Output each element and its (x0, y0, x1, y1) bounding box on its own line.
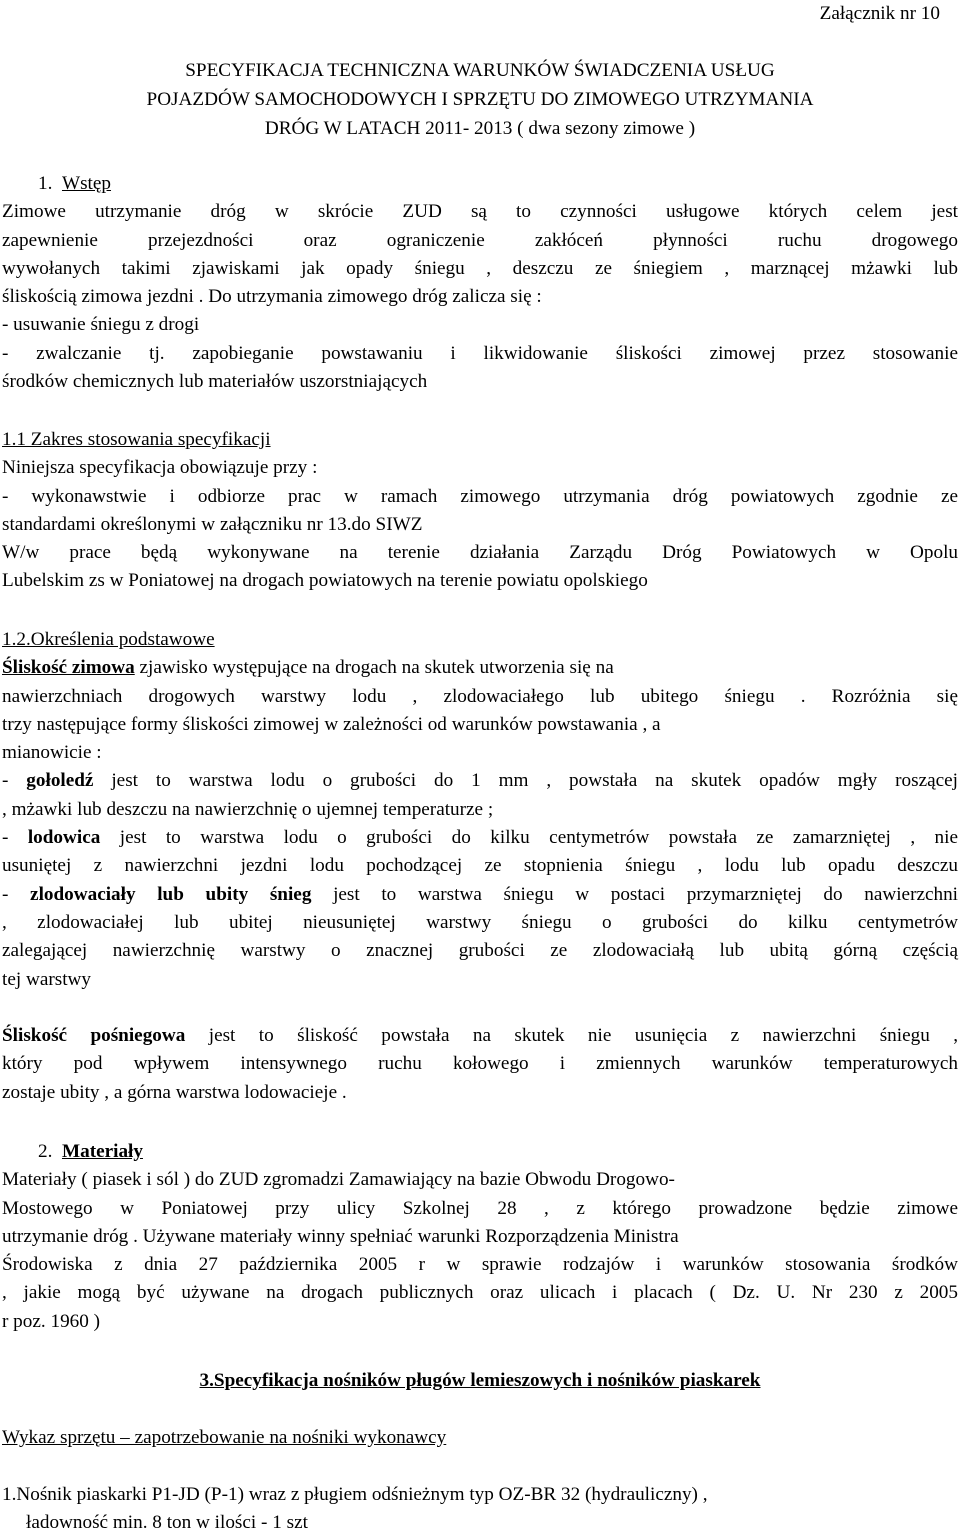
definition-text: jest to warstwa lodu o grubości do 1 mm , powstała na skutek opadów mgły roszącej (93, 770, 958, 792)
definition-line: - gołoledź jest to warstwa lodu o grubości do 1 mm , powstała na skutek opadów mgły roszącej (2, 770, 958, 792)
definition-text: jest to śliskość powstała na skutek nie usunięcia z nawierzchni śniegu , (185, 1025, 959, 1046)
title-line: SPECYFIKACJA TECHNICZNA WARUNKÓW ŚWIADCZENIA USŁUG (185, 60, 775, 81)
paragraph-line: Lubelskim zs w Poniatowej na drogach powiatowych na terenie powiatu opolskiego (2, 570, 648, 592)
paragraph-line: wywołanych takimi zjawiskami jak opady śniegu , deszczu ze śniegiem , marznącej mżawki lub (2, 257, 958, 279)
paragraph-line: standardami określonymi w załączniku nr 13.do SIWZ (2, 513, 423, 535)
paragraph-line: trzy następujące formy śliskości zimowej w zależności od warunków powstawania , a (2, 713, 661, 735)
paragraph-line: Zimowe utrzymanie dróg w skrócie ZUD są to czynności usługowe których celem jest (2, 201, 958, 223)
definition-text: zjawisko występujące na drogach na skutek utworzenia się na (134, 657, 614, 679)
paragraph-line: środków chemicznych lub materiałów uszorstniających (2, 371, 428, 393)
paragraph-line: który pod wpływem intensywnego ruchu kołowego i zmiennych warunków temperaturowych (2, 1053, 958, 1075)
paragraph-line: , zlodowaciałej lub ubitej nieusuniętej warstwy śniegu o grubości do kilku centymetrów (2, 911, 958, 933)
term-slisk-posniegowa: Śliskość pośniegowa (2, 1025, 186, 1046)
definition-line (2, 1022, 958, 1050)
section-1-heading (2, 170, 958, 198)
list-item-continuation: ładowność min. 8 ton w ilości - 1 szt (26, 1512, 308, 1534)
annex-text: Załącznik nr 10 (819, 3, 940, 24)
list-item: - zwalczanie tj. zapobieganie powstawaniu i likwidowanie śliskości zimowej przez stosowanie (2, 342, 958, 364)
section-number: 1. (38, 173, 53, 194)
section-2-materials (2, 1138, 958, 1336)
paragraph-line: śliskością zimowa jezdni . Do utrzymania zimowego dróg zalicza się : (2, 286, 542, 308)
section-3-heading: 3.Specyfikacja nośników pługów lemieszowych i nośników piaskarek (199, 1370, 761, 1391)
paragraph-line: Środowiska z dnia 27 października 2005 r w sprawie rodzajów i warunków stosowania środków (2, 1254, 958, 1276)
term-slisk-zimowa: Śliskość zimowa (2, 657, 135, 679)
subsection-heading: 1.1 Zakres stosowania specyfikacji (2, 429, 271, 450)
section-title: Wstęp (61, 173, 112, 194)
paragraph-line: , mżawki lub deszczu na nawierzchnię o ujemnej temperaturze ; (2, 798, 494, 820)
paragraph-line: nawierzchniach drogowych warstwy lodu , zlodowaciałego lub ubitego śniegu . Rozróżnia się (2, 685, 958, 707)
paragraph-line: mianowicie : (2, 742, 102, 764)
annex-label (820, 0, 940, 28)
document-title (70, 56, 890, 143)
term-lodowica: lodowica (27, 827, 101, 849)
definition-line (2, 654, 958, 682)
paragraph-line: utrzymanie dróg . Używane materiały winny spełniać warunki Rozporządzenia Ministra (2, 1225, 679, 1247)
title-line: POJAZDÓW SAMOCHODOWYCH I SPRZĘTU DO ZIMOWEGO UTRZYMANIA (146, 89, 814, 110)
equipment-list (2, 1424, 958, 1452)
list-item: - wykonawstwie i odbiorze prac w ramach zimowego utrzymania dróg powiatowych zgodnie ze (2, 485, 958, 507)
definition-text: jest to warstwa lodu o grubości do kilku centymetrów powstała ze zamarzniętej , nie (100, 827, 958, 849)
list-item: - usuwanie śniegu z drogi (2, 314, 200, 336)
list-item: 1.Nośnik piaskarki P1-JD (P-1) wraz z pługiem odśnieżnym typ OZ-BR 32 (hydrauliczny) , (2, 1484, 708, 1505)
section-1-2-definitions (2, 626, 958, 994)
definition-line: - zlodowaciały lub ubity śnieg jest to warstwa śniegu w postaci przymarzniętej do nawierzchni (2, 883, 959, 905)
paragraph-line: zapewnienie przejezdności oraz ograniczenie zakłóceń płynności ruchu drogowego (2, 229, 958, 251)
section-number: 2. (38, 1141, 53, 1162)
paragraph-line: Mostowego w Poniatowej przy ulicy Szkolnej 28 , z którego prowadzone będzie zimowe (2, 1197, 958, 1219)
paragraph-line: zalegającej nawierzchnię warstwy o znacznej grubości ze zlodowaciałą lub ubitą górną częścią (2, 940, 958, 962)
term-gololedz: gołoledź (26, 770, 94, 792)
equipment-item-1 (2, 1481, 958, 1538)
paragraph-line: zostaje ubity , a górna warstwa lodowacieje . (2, 1081, 347, 1103)
posniegowa-definition (2, 1022, 958, 1107)
paragraph-line: tej warstwy (2, 968, 91, 990)
term-zlodowacialy-snieg: zlodowaciały lub ubity śnieg (30, 883, 312, 905)
paragraph-line: Materiały ( piasek i sól ) do ZUD zgromadzi Zamawiający na bazie Obwodu Drogowo- (2, 1169, 675, 1191)
paragraph-line: Niniejsza specyfikacja obowiązuje przy : (2, 457, 318, 479)
paragraph-line: W/w prace będą wykonywane na terenie działania Zarządu Dróg Powiatowych w Opolu (2, 542, 958, 564)
section-1-intro (2, 170, 958, 396)
paragraph-line: r poz. 1960 ) (2, 1310, 101, 1332)
section-3-equipment (2, 1367, 958, 1395)
section-2-heading (2, 1138, 958, 1166)
section-title: Materiały (61, 1141, 143, 1162)
definition-text: jest to warstwa śniegu w postaci przymarzniętej do nawierzchni (311, 883, 959, 905)
title-line: DRÓG W LATACH 2011- 2013 ( dwa sezony zimowe ) (264, 118, 696, 139)
section-1-1-scope (2, 426, 958, 596)
paragraph-line: usuniętej z nawierzchni jezdni lodu pochodzącej ze stopnienia śniegu , lodu lub opadu deszczu (2, 855, 958, 877)
definition-line: - lodowica jest to warstwa lodu o grubości do kilku centymetrów powstała ze zamarzniętej , nie (2, 827, 958, 849)
paragraph-line: , jakie mogą być używane na drogach publicznych oraz ulicach i placach ( Dz. U. Nr 230 z 2005 (2, 1282, 958, 1304)
subsection-heading: 1.2.Określenia podstawowe (2, 629, 215, 650)
equipment-subheading: Wykaz sprzętu – zapotrzebowanie na nośniki wykonawcy (2, 1427, 447, 1448)
